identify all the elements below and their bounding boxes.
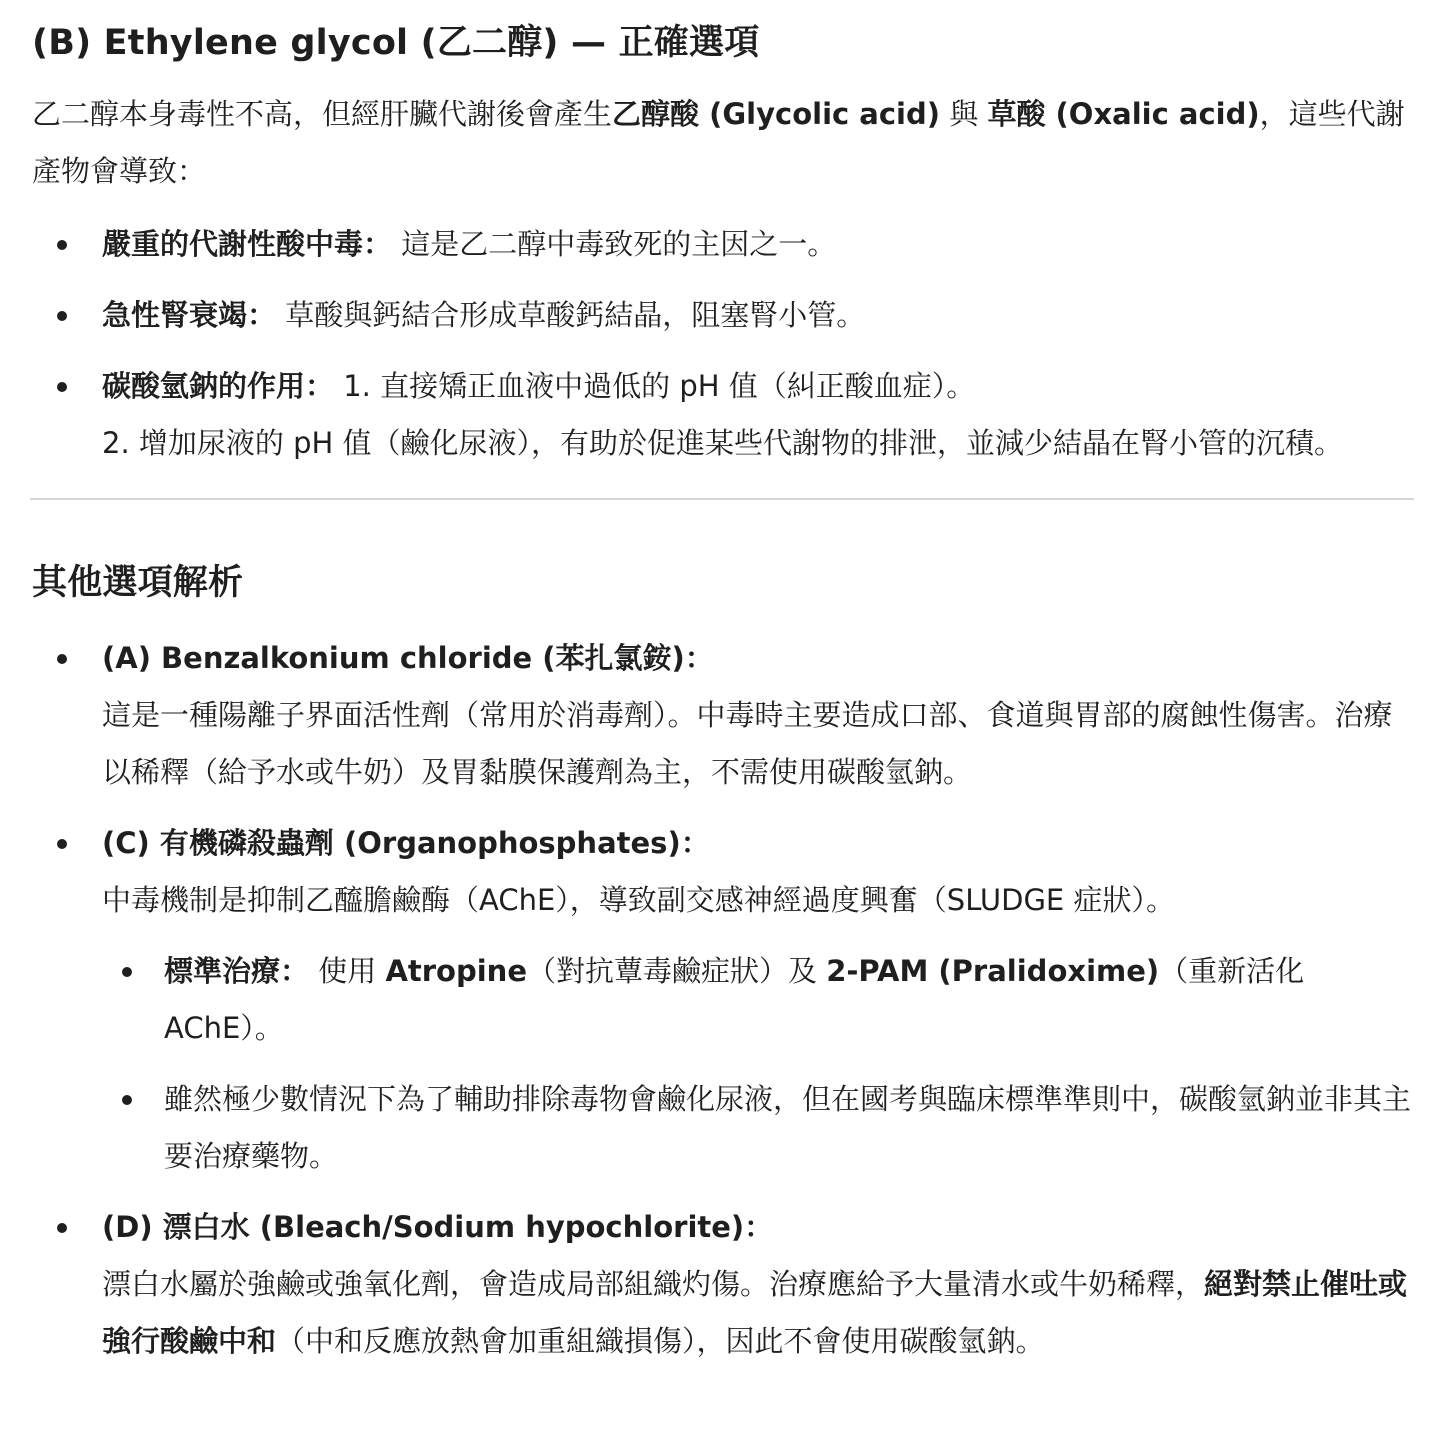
pralidoxime-text: 2-PAM (Pralidoxime) (826, 954, 1160, 988)
intro-text-2: 與 (940, 97, 988, 131)
option-c-sublist (102, 943, 1414, 1185)
other-options-heading: 其他選項解析 (32, 563, 244, 603)
list-item (32, 815, 1414, 1185)
option-d-text-1: 漂白水屬於強鹼或強氧化劑，會造成局部組織灼傷。治療應給予大量清水或牛奶稀釋， (102, 1267, 1205, 1301)
sub-text: 使用 (309, 954, 386, 988)
sub-text: （對抗蕈毒鹼症狀）及 (527, 954, 827, 988)
intro-text-1: 乙二醇本身毒性不高，但經肝臟代謝後會產生 (32, 97, 613, 131)
section-b-list (32, 216, 1414, 472)
section-b-intro (32, 86, 1414, 200)
atropine-text: Atropine (385, 954, 527, 988)
option-a-text: 這是一種陽離子界面活性劑（常用於消毒劑）。中毒時主要造成口部、食道與胃部的腐蝕性傷害。治療以稀釋（給予水或牛奶）及胃黏膜保護劑為主，不需使用碳酸氫鈉。 (102, 698, 1393, 789)
list-item (32, 287, 1414, 344)
bullet-label: 嚴重的代謝性酸中毒： (102, 227, 393, 261)
section-b-heading: (B) Ethylene glycol (乙二醇) — 正確選項 (32, 23, 760, 63)
sub-list-item (102, 1071, 1414, 1185)
bullet-text: 草酸與鈣結合形成草酸鈣結晶，阻塞腎小管。 (276, 298, 866, 332)
list-item (32, 358, 1414, 472)
intro-glycolic-acid: 乙醇酸 (Glycolic acid) (612, 97, 941, 131)
sub-list-item (102, 943, 1414, 1057)
list-item (32, 1199, 1414, 1370)
bullet-text-line2: 2. 增加尿液的 pH 值（鹼化尿液），有助於促進某些代謝物的排泄，並減少結晶在腎小管的沉積。 (102, 426, 1344, 460)
option-a-label: (A) Benzalkonium chloride (苯扎氯銨)： (102, 641, 714, 675)
list-item (32, 216, 1414, 273)
option-d-label: (D) 漂白水 (Bleach/Sodium hypochlorite)： (102, 1210, 774, 1244)
list-item (32, 630, 1414, 801)
bullet-label: 碳酸氫鈉的作用： (102, 369, 335, 403)
option-c-text: 中毒機制是抑制乙醯膽鹼酶（AChE），導致副交感神經過度興奮（SLUDGE 症狀）。 (102, 883, 1175, 917)
option-c-label: (C) 有機磷殺蟲劑 (Organophosphates)： (102, 826, 710, 860)
sub-label: 標準治療： (164, 954, 310, 988)
intro-text-3: ，這些代謝產物會導致： (32, 97, 1405, 188)
bullet-text: 1. 直接矯正血液中過低的 pH 值（糾正酸血症）。 (334, 369, 976, 403)
sub-text: （重新活化 AChE）。 (164, 954, 1305, 1045)
section-divider (30, 498, 1414, 500)
bullet-text: 這是乙二醇中毒致死的主因之一。 (392, 227, 837, 261)
other-options-list (32, 630, 1414, 1370)
sub-text: 雖然極少數情況下為了輔助排除毒物會鹼化尿液，但在國考與臨床標準準則中，碳酸氫鈉並非其主要治療藥物。 (164, 1082, 1412, 1173)
intro-oxalic-acid: 草酸 (Oxalic acid) (987, 97, 1260, 131)
bullet-label: 急性腎衰竭： (102, 298, 277, 332)
option-d-text-2: （中和反應放熱會加重組織損傷），因此不會使用碳酸氫鈉。 (276, 1324, 1045, 1358)
option-d-warning: 絕對禁止催吐或強行酸鹼中和 (102, 1267, 1408, 1358)
